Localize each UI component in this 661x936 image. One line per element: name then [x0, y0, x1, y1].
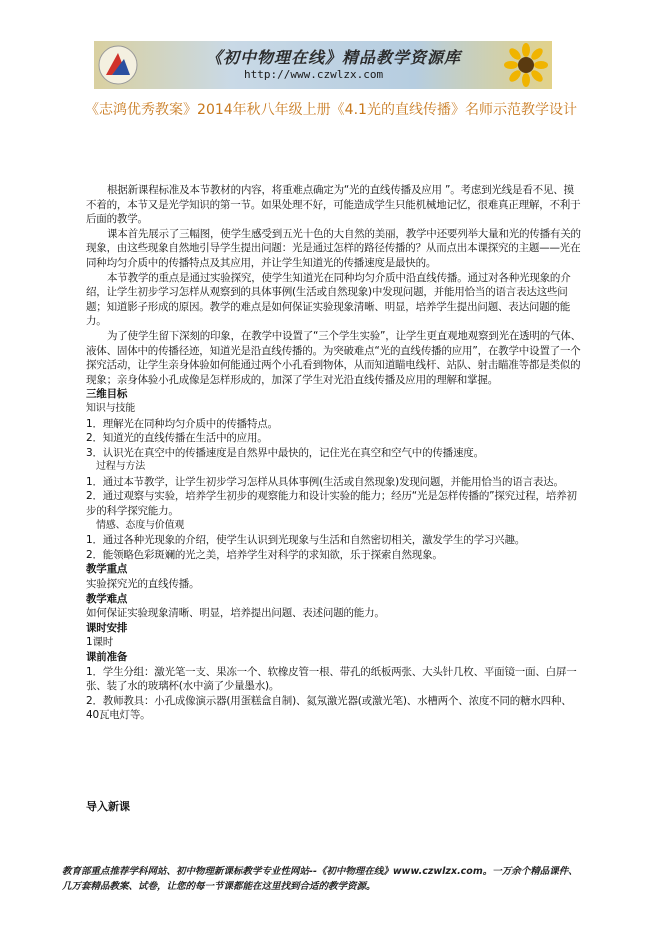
subheading-process: 过程与方法: [96, 461, 145, 473]
section-heading-schedule: 课时安排: [86, 621, 128, 634]
site-banner: [94, 41, 552, 89]
banner-title: 《初中物理在线》精品教学资源库: [206, 48, 462, 67]
section-heading-difficulty: 教学难点: [86, 592, 128, 605]
subheading-attitude: 情感、态度与价值观: [96, 519, 185, 531]
list-item: 1．通过本节教学，让学生初步学习怎样从具体事例(生活或自然现象)发现问题，并能用恰当的语言表达。: [86, 475, 564, 488]
difficulty-text: 如何保证实验现象清晰、明显，培养提出问题、表述问题的能力。: [86, 607, 385, 620]
intro-paragraph: 本节教学的重点是通过实验探究，使学生知道光在同种均匀介质中沿直线传播。通过对各种光现象的介绍，让学生初步学习怎样从观察到的具体事例(生活或自然现象)中发现问题，并能用恰当的语言表达这些问题；知道影子形成的原因。教学的难点是如何保证实验现象清晰、明显，培养学生提出问题、表达问题的能力。: [86, 271, 571, 328]
page-footer: [62, 864, 602, 894]
focus-text: 实验探究光的直线传播。: [86, 578, 200, 591]
site-logo-icon: [98, 45, 138, 85]
document-body: [86, 183, 581, 723]
list-item: 1．理解光在同种均匀介质中的传播特点。: [86, 417, 278, 430]
intro-paragraph: 课本首先展示了三幅图，使学生感受到五光十色的大自然的美丽，教学中还要列举大量和光的传播有关的现象，由这些现象自然地引导学生提出问题：光是通过怎样的路径传播的？从而点出本课探究的主题——光在同种均匀介质中的传播特点及其应用，并让学生知道光的传播速度是最快的。: [86, 227, 581, 269]
intro-paragraph: 根据新课程标准及本节教材的内容，将重难点确定为“光的直线传播及应用 ”。考虑到光线是看不见、摸不着的，本节又是光学知识的第一节。如果处理不好，可能造成学生只能机械地记忆，很难真正理解，不利于后面的教学。: [86, 184, 581, 226]
list-item: 2．教师教具：小孔成像演示器(用蛋糕盒自制)、氦氖激光器(或激光笔)、水槽两个、浓度不同的糖水四种、40瓦电灯等。: [86, 694, 572, 722]
list-item: 1．学生分组：激光笔一支、果冻一个、软橡皮管一根、带孔的纸板两张、大头针几枚、平面镜一面、白屏一张、装了水的玻璃杯(水中滴了少量墨水)。: [86, 665, 577, 693]
banner-url[interactable]: http://www.czwlzx.com: [244, 68, 384, 81]
list-item: 2．通过观察与实验，培养学生初步的观察能力和设计实验的能力；经历“光是怎样传播的”探究过程，培养初步的科学探究能力。: [86, 490, 577, 518]
list-item: 2．知道光的直线传播在生活中的应用。: [86, 432, 268, 445]
document-title: 《志鸿优秀教案》2014年秋八年级上册《4.1光的直线传播》名师示范教学设计: [85, 102, 577, 118]
section-heading-goals: 三维目标: [86, 388, 128, 401]
section-heading-lead-in: 导入新课: [86, 800, 130, 813]
section-heading-focus: 教学重点: [86, 563, 128, 576]
list-item: 1．通过各种光现象的介绍，使学生认识到光现象与生活和自然密切相关，激发学生的学习兴趣。: [86, 534, 526, 547]
intro-paragraph: 为了使学生留下深刻的印象，在教学中设置了“三个学生实验”，让学生更直观地观察到光在透明的气体、液体、固体中的传播径迹，知道光是沿直线传播的。为突破难点“光的直线传播的应用”，在教学中设置了一个探究活动，让学生亲身体验如何能通过两个小孔看到物体，从而知道瞄电线杆、站队、射击瞄准等都是类似的现象；亲身体验小孔成像是怎样形成的，加深了学生对光沿直线传播及应用的理解和掌握。: [86, 329, 581, 386]
section-heading-prep: 课前准备: [86, 651, 128, 663]
subheading-knowledge: 知识与技能: [86, 402, 135, 414]
schedule-text: 1课时: [86, 636, 114, 649]
sunflower-icon: [504, 43, 548, 87]
list-item: 3．认识光在真空中的传播速度是自然界中最快的，记住光在真空和空气中的传播速度。: [86, 446, 484, 459]
footer-line: 几万套精品教案、试卷，让您的每一节课都能在这里找到合适的教学资源。: [62, 881, 376, 892]
footer-line: 教育部重点推荐学科网站、初中物理新课标教学专业性网站--《初中物理在线》www.czwlzx.com。一万余个精品课件、: [62, 866, 578, 877]
list-item: 2．能领略色彩斑斓的光之美，培养学生对科学的求知欲，乐于探索自然现象。: [86, 548, 443, 561]
